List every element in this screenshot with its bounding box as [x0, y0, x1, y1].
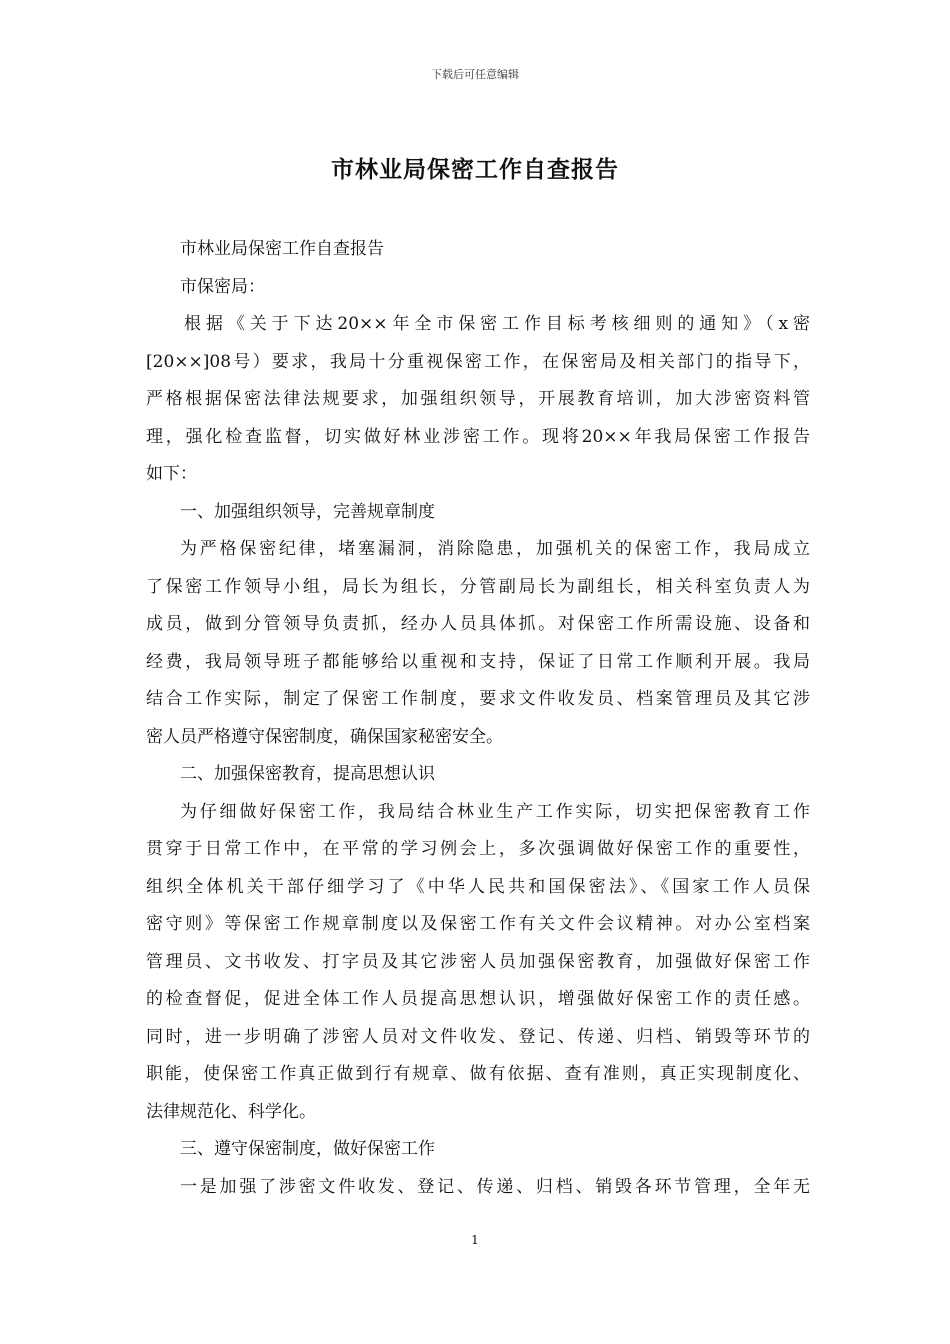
text-line: 成员，做到分管领导负责抓，经办人员具体抓。对保密工作所需设施、设备和 — [146, 614, 810, 634]
text-line: 组织全体机关干部仔细学习了《中华人民共和国保密法》、《国家工作人员保 — [146, 876, 810, 897]
document-body — [146, 231, 810, 1206]
text-line: 密守则》等保密工作规章制度以及保密工作有关文件会议精神。对办公室档案 — [146, 914, 810, 934]
text-line: 贯穿于日常工作中，在平常的学习例会上，多次强调做好保密工作的重要性， — [146, 839, 810, 859]
text-line: 理，强化检查监督，切实做好林业涉密工作。现将20××年我局保密工作报告 — [146, 426, 810, 447]
text-line: 市保密局： — [180, 276, 265, 297]
text-line: 密人员严格遵守保密制度，确保国家秘密安全。 — [146, 726, 503, 747]
text-line: 的检查督促，促进全体工作人员提高思想认识，增强做好保密工作的责任感。 — [146, 989, 810, 1009]
section-heading: 二、加强保密教育，提高思想认识 — [180, 764, 435, 784]
text-line: 一是加强了涉密文件收发、登记、传递、归档、销毁各环节管理，全年无 — [180, 1176, 810, 1197]
text-line: 职能，使保密工作真正做到行有规章、做有依据、查有准则，真正实现制度化、 — [146, 1064, 810, 1084]
text-line: 市林业局保密工作自查报告 — [180, 239, 384, 259]
text-line: 为仔细做好保密工作，我局结合林业生产工作实际，切实把保密教育工作 — [180, 801, 810, 822]
document-title: 市林业局保密工作自查报告 — [331, 157, 619, 183]
text-line: [20××]08号）要求，我局十分重视保密工作，在保密局及相关部门的指导下， — [146, 351, 810, 372]
header-note: 下载后可任意编辑 — [431, 68, 519, 81]
text-line: 经费，我局领导班子都能够给以重视和支持，保证了日常工作顺利开展。我局 — [146, 651, 810, 672]
text-line: 结合工作实际，制定了保密工作制度，要求文件收发员、档案管理员及其它涉 — [146, 689, 810, 709]
text-line: 管理员、文书收发、打字员及其它涉密人员加强保密教育，加强做好保密工作 — [146, 951, 810, 972]
section-heading: 三、遵守保密制度，做好保密工作 — [180, 1139, 435, 1159]
text-line: 法律规范化、科学化。 — [146, 1101, 316, 1122]
text-line: 同时，进一步明确了涉密人员对文件收发、登记、传递、归档、销毁等环节的 — [146, 1026, 810, 1047]
text-line: 根据《关于下达20××年全市保密工作目标考核细则的通知》（x密 — [184, 314, 810, 334]
text-line: 如下： — [146, 464, 197, 484]
text-line: 严格根据保密法律法规要求，加强组织领导，开展教育培训，加大涉密资料管 — [146, 389, 810, 409]
text-line: 为严格保密纪律，堵塞漏洞，消除隐患，加强机关的保密工作，我局成立 — [180, 539, 810, 559]
page-number: 1 — [471, 1233, 479, 1247]
text-line: 了保密工作领导小组，局长为组长，分管副局长为副组长，相关科室负责人为 — [146, 576, 810, 597]
section-heading: 一、加强组织领导，完善规章制度 — [180, 501, 435, 522]
